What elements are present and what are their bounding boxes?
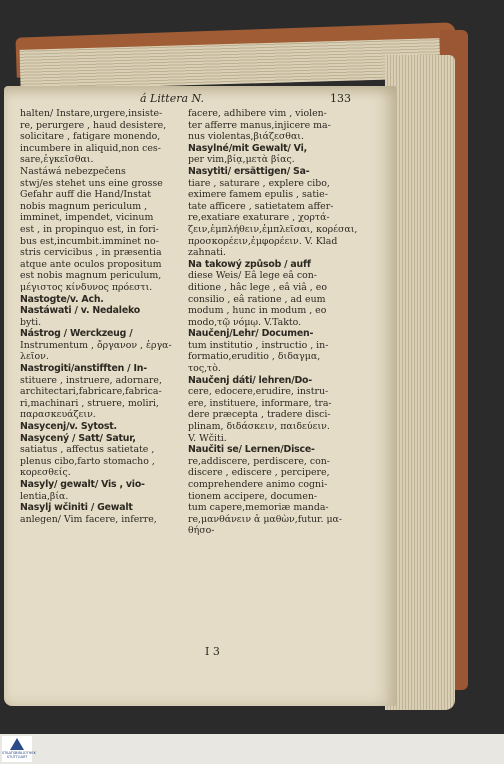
text-line: cere, edocere,erudire, instru- bbox=[188, 386, 329, 398]
text-line: est nobis magnum periculum, bbox=[20, 270, 162, 282]
text-line: προσκορέειν,ἐμφορέειν. V. Klad bbox=[188, 235, 338, 247]
text-line: ζειν,ἐμπλήθειν,ἐμπλεῖσαι, κορέσαι, bbox=[188, 223, 358, 235]
text-line: nus violentas,βιάζεσθαι. bbox=[188, 131, 304, 143]
text-line: Instrumentum , ὄργανον , ἐργα- bbox=[20, 339, 172, 351]
text-line: tionem accipere, documen- bbox=[188, 490, 318, 502]
text-line: λεῖον. bbox=[20, 351, 49, 363]
left-column bbox=[20, 108, 188, 525]
text-line: stituere , instruere, adornare, bbox=[20, 374, 162, 386]
text-line: παρασκευάζειν. bbox=[20, 409, 96, 421]
text-line: sare,ἐγκεῖσθαι. bbox=[20, 154, 94, 166]
text-line: plinam, διδάσκειν, παιδεύειν. bbox=[188, 421, 330, 433]
text-line: incumbere in aliquid,non ces- bbox=[20, 142, 161, 154]
text-line: Na takowý způsob / auff bbox=[188, 258, 311, 270]
viewer-footer bbox=[0, 734, 504, 764]
text-line: tum institutio , instructio , in- bbox=[188, 339, 329, 351]
text-line: Naučiti se/ Lernen/Disce- bbox=[188, 444, 315, 456]
text-line: Naučenj/Lehr/ Documen- bbox=[188, 328, 314, 340]
text-line: facere, adhibere vim , violen- bbox=[188, 108, 327, 119]
text-line: per vim,βίᾳ,μετὰ βίας. bbox=[188, 154, 295, 166]
text-line: satiatus , affectus satietate , bbox=[20, 444, 155, 456]
text-line: ter afferre manus,injicere ma- bbox=[188, 119, 331, 131]
text-line: atque ante oculos propositum bbox=[20, 258, 162, 270]
text-line: architectari,fabricare,fabrica- bbox=[20, 386, 162, 398]
text-line: Nastáwati / v. Nedaleko bbox=[20, 305, 141, 317]
text-line: ditione , hâc lege , eâ viâ , eo bbox=[188, 281, 327, 293]
library-logo-text: STAATSBIBLIOTHEK STUTTGART bbox=[2, 751, 36, 759]
text-line: formatio,eruditio , διδαγμα, bbox=[188, 351, 321, 363]
text-line: V. Wčiti. bbox=[188, 432, 227, 444]
text-line: tum capere,memoriæ manda- bbox=[188, 502, 329, 514]
text-line: Nasylj wčiniti / Gewalt bbox=[20, 502, 133, 514]
text-line: eximere famem epulis , satie- bbox=[188, 189, 328, 201]
text-line: nobis magnum periculum , bbox=[20, 200, 148, 212]
text-line: Nasycenj/v. Sytost. bbox=[20, 421, 117, 433]
text-line: θήσο- bbox=[188, 525, 215, 537]
text-line: modum , hunc in modum , eo bbox=[188, 305, 327, 317]
text-line: stris cervicibus , in præsentia bbox=[20, 247, 162, 259]
library-logo bbox=[2, 736, 36, 762]
text-line: bus est,incumbit.imminet no- bbox=[20, 235, 159, 247]
text-line: Nasyly/ gewalt/ Vis , vio- bbox=[20, 479, 145, 490]
text-line: diese Weis/ Eâ lege eâ con- bbox=[188, 270, 317, 282]
text-line: tate afficere , satietatem affer- bbox=[188, 200, 334, 212]
page-number: 133 bbox=[330, 92, 351, 105]
text-line: κορεσθείς. bbox=[20, 467, 71, 479]
text-line: consilio , eâ ratione , ad eum bbox=[188, 293, 326, 305]
text-line: lentia,βία. bbox=[20, 490, 69, 502]
text-line: modo,τῷ νόμῳ. V.Takto. bbox=[188, 316, 302, 328]
text-line: Nástrog / Werckzeug / bbox=[20, 328, 133, 340]
text-line: Nastáwá nebezpečens bbox=[20, 165, 126, 177]
text-line: τος,τὸ. bbox=[188, 363, 221, 375]
running-title: á Littera N. bbox=[140, 92, 204, 105]
text-line: ere, instituere, informare, tra- bbox=[188, 397, 332, 409]
text-line: Nasylné/mit Gewalt/ Vi, bbox=[188, 142, 307, 154]
text-line: re, perurgere , haud desistere, bbox=[20, 119, 167, 131]
text-line: discere , ediscere , percipere, bbox=[188, 467, 330, 479]
text-line: tiare , saturare , explere cibo, bbox=[188, 177, 330, 189]
text-line: re,μανθάνειν ἀ μαθὼν,futur. μα- bbox=[188, 513, 343, 525]
text-line: halten/ Instare,urgere,insiste- bbox=[20, 108, 163, 119]
text-line: Nastrogiti/anstifften / In- bbox=[20, 363, 147, 375]
text-line: Nastogte/v. Ach. bbox=[20, 293, 104, 305]
text-line: Nasycený / Satt/ Satur, bbox=[20, 432, 136, 444]
text-line: dere præcepta , tradere disci- bbox=[188, 409, 331, 421]
text-line: stwj/es stehet uns eine grosse bbox=[20, 177, 163, 189]
page-header bbox=[0, 92, 395, 108]
right-column bbox=[188, 108, 366, 537]
text-line: solicitare , fatigare monendo, bbox=[20, 131, 161, 143]
text-line: Naučenj dáti/ lehren/Do- bbox=[188, 374, 312, 386]
text-line: Gefahr auff die Hand/Instat bbox=[20, 189, 152, 201]
signature-mark: I 3 bbox=[205, 645, 220, 658]
text-line: re,addiscere, perdiscere, con- bbox=[188, 455, 330, 467]
text-line: anlegen/ Vim facere, inferre, bbox=[20, 513, 157, 525]
text-line: comprehendere animo cogni- bbox=[188, 479, 328, 490]
text-line: imminet, impendet, vicinum bbox=[20, 212, 154, 224]
library-logo-icon bbox=[10, 738, 24, 750]
text-line: plenus cibo,farto stomacho , bbox=[20, 455, 155, 467]
text-line: Nasytiti/ ersättigen/ Sa- bbox=[188, 165, 310, 177]
text-line: ri,machinari , struere, moliri, bbox=[20, 397, 159, 409]
text-line: zahnati. bbox=[188, 247, 226, 259]
text-line: byti. bbox=[20, 316, 42, 328]
text-line: re,exatiare exaturare , χορτά- bbox=[188, 212, 330, 224]
text-line: est , in propinquo est, in fori- bbox=[20, 223, 159, 235]
text-line: μέγιστος κίνδυνος πρόεστι. bbox=[20, 281, 153, 293]
